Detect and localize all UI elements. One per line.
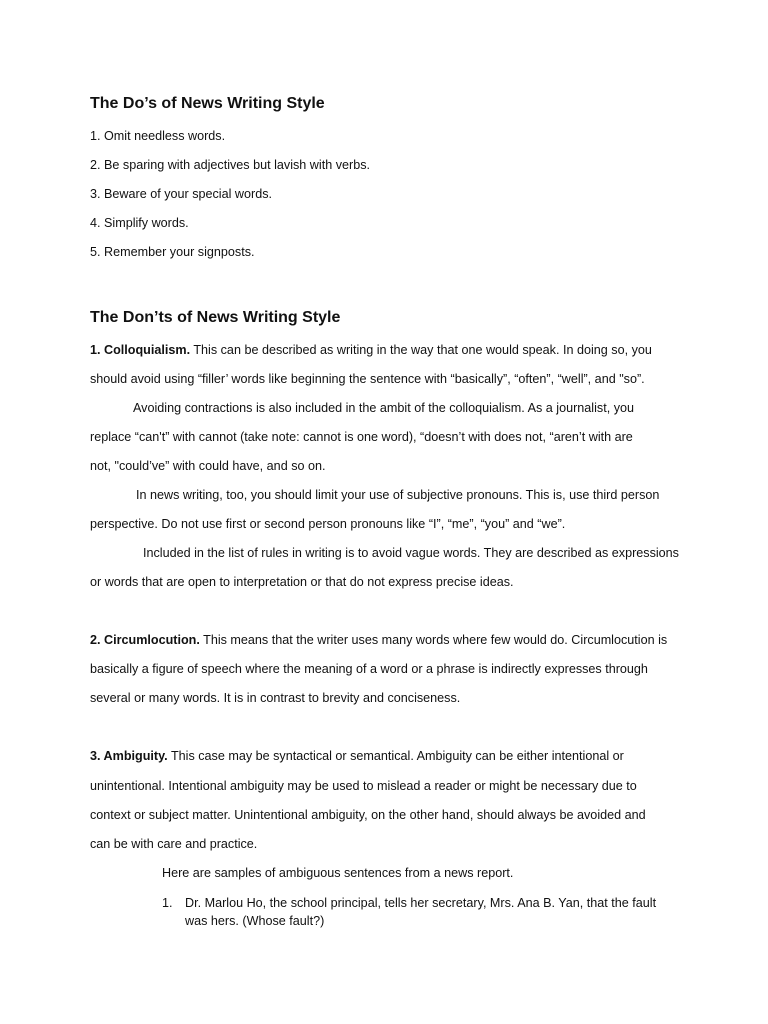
circumlocution-label: 2. Circumlocution. (90, 633, 200, 647)
colloquialism-line-8: Included in the list of rules in writing is to avoid vague words. They are described as expressions (143, 546, 679, 560)
ambiguity-samples-intro: Here are samples of ambiguous sentences from a news report. (162, 866, 514, 880)
dos-item-1: 1. Omit needless words. (90, 129, 226, 143)
sample-number: 1. (162, 896, 173, 910)
colloquialism-label: 1. Colloquialism. (90, 343, 191, 357)
ambiguity-line-1 (90, 748, 624, 764)
colloquialism-line-1 (90, 342, 652, 358)
sample-text: Dr. Marlou Ho, the school principal, tells her secretary, Mrs. Ana B. Yan, that the fault was hers. (Whose fault?) (185, 896, 657, 928)
donts-heading: The Don’ts of News Writing Style (90, 309, 341, 326)
dos-item-4: 4. Simplify words. (90, 216, 189, 230)
dos-item-2: 2. Be sparing with adjectives but lavish with verbs. (90, 158, 370, 172)
ambiguity-label: 3. Ambiguity. (90, 749, 168, 763)
ambiguity-sample-1 (162, 894, 672, 930)
colloquialism-line-4: replace “can't” with cannot (take note: cannot is one word), “doesn’t with does not, “aren’t with are (90, 430, 633, 444)
colloquialism-line-6: In news writing, too, you should limit your use of subjective pronouns. This is, use third person (136, 488, 660, 502)
circumlocution-text-1: This means that the writer uses many words where few would do. Circumlocution is (199, 633, 668, 647)
colloquialism-line-7: perspective. Do not use first or second person pronouns like “I”, “me”, “you” and “we”. (90, 517, 566, 531)
colloquialism-line-5: not, "could’ve” with could have, and so on. (90, 459, 326, 473)
circumlocution-line-2: basically a figure of speech where the meaning of a word or a phrase is indirectly expresses through (90, 662, 648, 676)
colloquialism-line-3: Avoiding contractions is also included in the ambit of the colloquialism. As a journalist, you (133, 401, 634, 415)
circumlocution-line-1 (90, 632, 667, 648)
ambiguity-line-3: context or subject matter. Unintentional ambiguity, on the other hand, should always be avoided and (90, 808, 646, 822)
dos-item-3: 3. Beware of your special words. (90, 187, 272, 201)
circumlocution-line-3: several or many words. It is in contrast to brevity and conciseness. (90, 691, 461, 705)
colloquialism-line-2: should avoid using “filler’ words like beginning the sentence with “basically”, “often”, “well”, and "so”. (90, 372, 645, 386)
ambiguity-text-1: This case may be syntactical or semantical. Ambiguity can be either intentional or (167, 749, 624, 763)
ambiguity-line-4: can be with care and practice. (90, 837, 258, 851)
colloquialism-line-9: or words that are open to interpretation or that do not express precise ideas. (90, 575, 514, 589)
ambiguity-line-2: unintentional. Intentional ambiguity may be used to mislead a reader or might be necessary due to (90, 779, 637, 793)
colloquialism-text-1: This can be described as writing in the way that one would speak. In doing so, you (190, 343, 652, 357)
dos-heading: The Do’s of News Writing Style (90, 95, 325, 112)
dos-item-5: 5. Remember your signposts. (90, 245, 255, 259)
